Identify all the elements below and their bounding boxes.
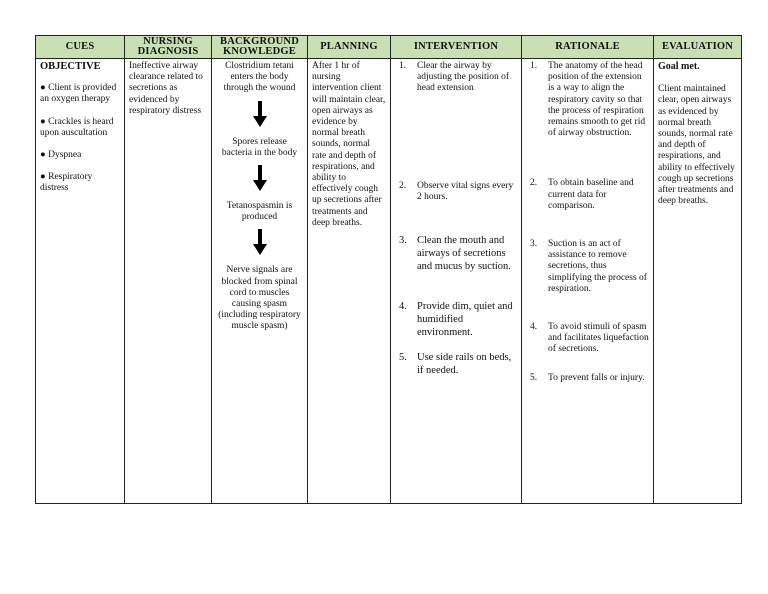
pathophysiology-step: Clostridium tetani enters the body through the wound xyxy=(223,61,296,94)
rationale-number: 5. xyxy=(530,372,538,383)
intervention-item xyxy=(395,300,517,339)
header-nursing-diagnosis: NURSING DIAGNOSIS xyxy=(125,36,212,59)
rationale-text: To obtain baseline and current data for comparison. xyxy=(548,178,634,211)
intervention-number: 1. xyxy=(399,61,407,71)
cue-item: ● Client is provided an oxygen therapy xyxy=(40,83,117,105)
cues-objective-title: OBJECTIVE xyxy=(40,61,101,72)
header-cues: CUES xyxy=(36,36,125,59)
rationale-number: 2. xyxy=(530,178,538,189)
rationale-item xyxy=(526,239,649,295)
rationale-item xyxy=(526,322,649,356)
header-planning: PLANNING xyxy=(308,36,391,59)
rationale-item xyxy=(526,178,649,212)
rationale-cell xyxy=(522,59,654,504)
nursing-diagnosis-text: Ineffective airway clearance related to secretions as evidenced by respiratory distress xyxy=(129,61,203,116)
nursing-diagnosis-cell xyxy=(125,59,212,504)
intervention-text: Use side rails on beds, if needed. xyxy=(417,352,512,377)
down-arrow-icon xyxy=(216,101,303,127)
intervention-item xyxy=(395,181,517,203)
pathophysiology-step: Spores release bacteria in the body xyxy=(221,136,298,158)
intervention-cell xyxy=(391,59,522,504)
planning-text: After 1 hr of nursing intervention client will maintain clear, open airways as evidence by normal breath sounds, normal rate and depth of respirations, and ability to effectively cough up secretions after treatments and deep breaths. xyxy=(312,61,386,228)
intervention-text: Provide dim, quiet and humidified environment. xyxy=(417,301,513,339)
cue-item: ● Respiratory distress xyxy=(40,172,93,194)
header-background-knowledge: BACKGROUND KNOWLEDGE xyxy=(212,36,308,59)
intervention-item xyxy=(395,234,517,273)
evaluation-text: Client maintained clear, open airways as evidenced by normal breath sounds, normal rate and depth of respirations, and ability to effectively cough up secretions after treatments and deep breaths. xyxy=(658,84,735,207)
cue-item: ● Dyspnea xyxy=(40,150,82,161)
rationale-text: To avoid stimuli of spasm and facilitates liquefaction of secretions. xyxy=(548,322,649,355)
intervention-text: Clean the mouth and airways of secretions and mucus by suction. xyxy=(417,235,511,273)
cues-cell xyxy=(36,59,125,504)
rationale-item xyxy=(526,373,649,384)
intervention-list xyxy=(395,61,517,377)
down-arrow-icon xyxy=(216,229,303,255)
evaluation-goal-status: Goal met. xyxy=(658,61,700,72)
intervention-text: Clear the airway by adjusting the position of head extension xyxy=(417,61,510,94)
pathophysiology-step: Tetanospasmin is produced xyxy=(226,201,293,223)
intervention-number: 2. xyxy=(399,180,407,191)
header-intervention: INTERVENTION xyxy=(391,36,522,59)
cue-item: ● Crackles is heard upon auscultation xyxy=(40,116,114,138)
planning-cell xyxy=(308,59,391,504)
rationale-list xyxy=(526,61,649,384)
rationale-text: Suction is an act of assistance to remove secretions, thus simplifying the process of respiration. xyxy=(548,239,647,294)
nursing-care-plan-table xyxy=(35,35,742,504)
header-evaluation: EVALUATION xyxy=(654,36,742,59)
intervention-number: 5. xyxy=(399,352,407,364)
header-rationale: RATIONALE xyxy=(522,36,654,59)
evaluation-cell xyxy=(654,59,742,504)
pathophysiology-step: Nerve signals are blocked from spinal cord to muscles causing spasm (including respiratory muscle spasm) xyxy=(218,265,301,332)
intervention-number: 3. xyxy=(399,235,407,247)
intervention-item xyxy=(395,351,517,377)
rationale-text: The anatomy of the head position of the extension is a way to align the respiratory cavity so that the process of respiration remains smooth to get rid of airway obstruction. xyxy=(548,61,646,139)
intervention-item xyxy=(395,61,517,95)
header-row xyxy=(36,36,742,59)
rationale-item xyxy=(526,61,649,139)
rationale-number: 4. xyxy=(530,322,538,333)
background-knowledge-cell xyxy=(212,59,308,504)
rationale-number: 1. xyxy=(530,61,538,71)
intervention-number: 4. xyxy=(399,301,407,313)
rationale-text: To prevent falls or injury. xyxy=(548,372,645,383)
intervention-text: Observe vital signs every 2 hours. xyxy=(417,180,514,202)
content-row xyxy=(36,59,742,504)
rationale-number: 3. xyxy=(530,239,538,250)
down-arrow-icon xyxy=(216,165,303,191)
